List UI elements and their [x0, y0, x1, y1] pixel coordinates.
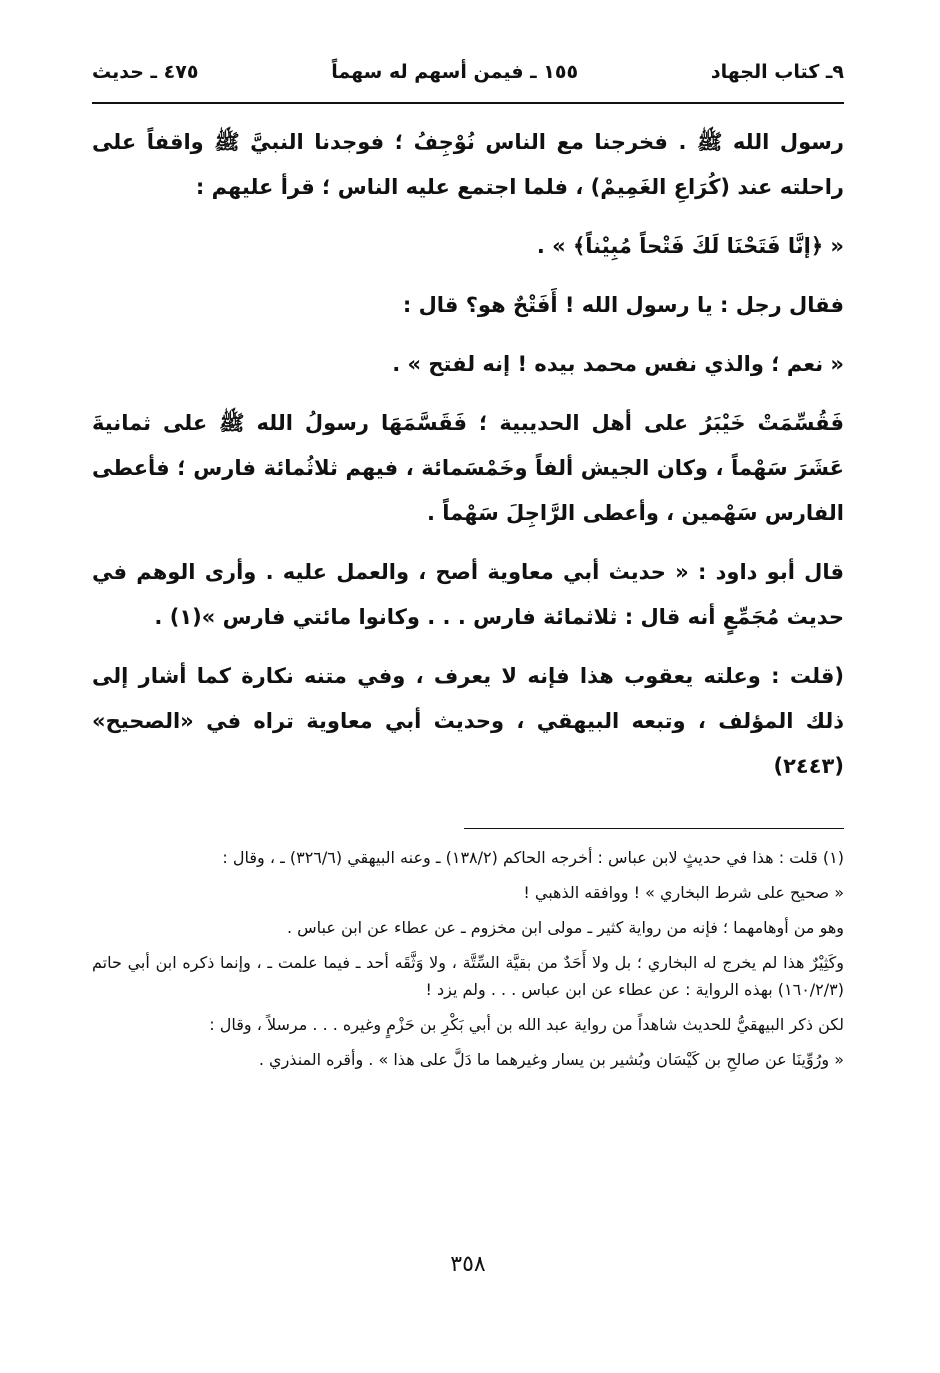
body-paragraph: (قلت : وعلته يعقوب هذا فإنه لا يعرف ، وفي متنه نكارة كما أشار إلى ذلك المؤلف ، وتبعه البيهقي ، وحديث أبي معاوية تراه في «الصحيح» (٢٤٤٣) [92, 664, 844, 778]
footnote-line: لكن ذكر البيهقيُّ للحديث شاهداً من رواية عبد الله بن أبي بَكْرِ بن حَزْمٍ وغيره . . . مرسلاً ، وقال : [209, 1015, 844, 1034]
header-chapter-title: ١٥٥ ـ فيمن أسهم له سهماً [331, 61, 579, 83]
header-divider [92, 102, 844, 104]
footnote-divider [464, 828, 844, 829]
main-text [92, 120, 844, 803]
body-paragraph: « نعم ؛ والذي نفس محمد بيده ! إنه لفتح » . [392, 352, 844, 376]
header-hadith-number: ٤٧٥ ـ حديث [92, 61, 199, 83]
footnote-line: (١) قلت : هذا في حديثٍ لابن عباس : أخرجه الحاكم (١٣٨/٢) ـ وعنه البيهقي (٣٢٦/٦) ـ ، وقال : [222, 848, 844, 867]
footnotes [92, 844, 844, 1081]
page-number: ٣٥٨ [450, 1252, 486, 1277]
footnote-line: وهو من أوهامهما ؛ فإنه من رواية كثير ـ مولى ابن مخزوم ـ عن عطاء عن ابن عباس . [286, 918, 844, 937]
footnote-line: « صحيح على شرط البخاري » ! ووافقه الذهبي ! [523, 883, 844, 902]
book-page [92, 52, 844, 1332]
footnote-line: وكَثِيْرٌ هذا لم يخرج له البخاري ؛ بل ولا أَحَدٌ من بقيَّة السِّتَّة ، ولا وَثَّقَه أحد ـ فيما علمت ـ ، وإنما ذكره ابن أبي حاتم (١٦٠/٢/٣) بهذه الرواية : عن عطاء عن ابن عباس . . . ولم يزد ! [92, 953, 844, 999]
footnote-line: « ورُوِّينَا عن صالحِ بن كَيْسَان وبُشير بن يسار وغيرهما ما دَلَّ على هذا » . وأقره المنذري . [258, 1050, 844, 1069]
running-header [92, 52, 844, 92]
body-paragraph: قال أبو داود : « حديث أبي معاوية أصح ، والعمل عليه . وأرى الوهم في حديث مُجَمِّعٍ أنه قال : ثلاثمائة فارس . . . وكانوا مائتي فارس »(١) . [92, 560, 844, 629]
body-paragraph: « ﴿إنَّا فَتَحْنَا لَكَ فَتْحاً مُبِيْناً﴾ » . [536, 234, 844, 258]
header-book-title: ٩ـ كتاب الجهاد [710, 61, 844, 83]
body-paragraph: فَقُسِّمَتْ خَيْبَرُ على أهل الحديبية ؛ فَقَسَّمَهَا رسولُ الله ﷺ على ثمانيةَ عَشَرَ سَهْماً ، وكان الجيش ألفاً وخَمْسَمائة ، فيهم ثلاثُمائة فارس ؛ فأعطى الفارس سَهْمين ، وأعطى الرَّاجِلَ سَهْماً . [92, 411, 844, 525]
body-paragraph: رسول الله ﷺ . فخرجنا مع الناس نُوْجِفُ ؛ فوجدنا النبيَّ ﷺ واقفاً على راحلته عند (كُرَاعِ الغَمِيمْ) ، فلما اجتمع عليه الناس ؛ قرأ عليهم : [92, 130, 844, 199]
body-paragraph: فقال رجل : يا رسول الله ! أَفَتْحٌ هو؟ قال : [402, 293, 844, 317]
